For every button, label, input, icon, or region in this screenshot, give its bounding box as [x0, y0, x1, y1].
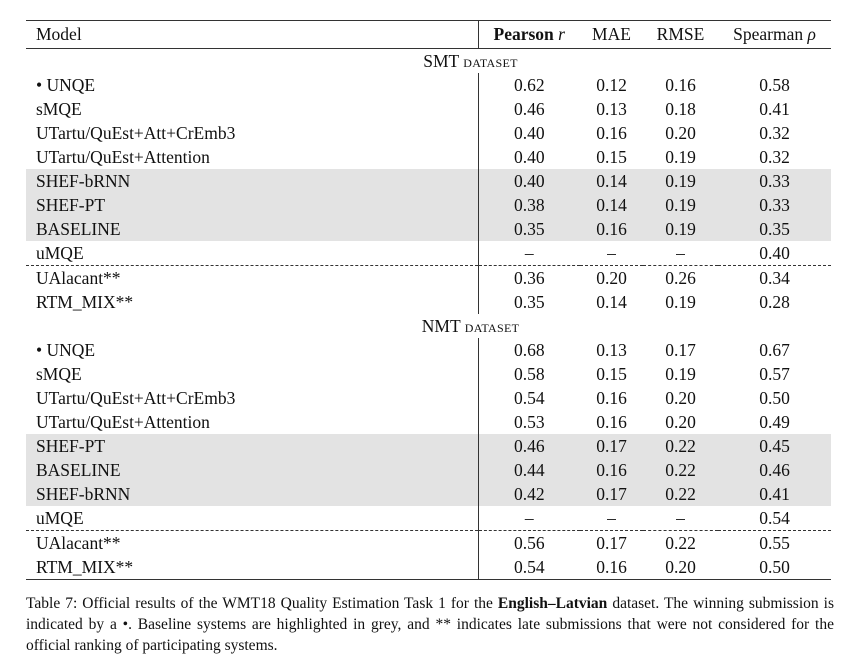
- cell-model: SHEF-bRNN: [26, 169, 478, 193]
- section-title-dataset: dataset: [463, 51, 518, 71]
- cell-spearman: 0.55: [759, 533, 790, 553]
- cell-model: BASELINE: [26, 217, 478, 241]
- cell-pearson: 0.36: [513, 268, 545, 288]
- cell-pearson: 0.35: [478, 217, 580, 241]
- cell-model: UTartu/QuEst+Att+CrEmb3: [26, 386, 478, 410]
- cell-pearson: 0.54: [513, 388, 545, 408]
- cell-rmse: 0.16: [665, 75, 696, 95]
- cell-spearman: 0.40: [718, 241, 831, 266]
- cell-rmse: 0.22: [643, 482, 718, 506]
- cell-model: UTartu/QuEst+Att+CrEmb3: [26, 121, 478, 145]
- cell-spearman: 0.28: [759, 292, 790, 312]
- cell-mae: 0.14: [580, 169, 643, 193]
- cell-rmse: 0.20: [643, 555, 718, 580]
- table-row: [26, 386, 831, 410]
- cell-rmse: –: [643, 241, 718, 266]
- cell-mae: 0.15: [596, 364, 627, 384]
- cell-model: SHEF-bRNN: [26, 482, 478, 506]
- cell-spearman: 0.33: [718, 193, 831, 217]
- header-spearman: [718, 21, 831, 49]
- cell-pearson: 0.40: [478, 169, 580, 193]
- cell-mae: 0.16: [596, 123, 627, 143]
- cell-spearman: 0.50: [759, 388, 790, 408]
- cell-mae: 0.15: [596, 147, 627, 167]
- cell-model: sMQE: [26, 362, 478, 386]
- cell-model: UAlacant**: [26, 531, 478, 556]
- cell-mae: 0.17: [596, 533, 627, 553]
- cell-pearson: 0.54: [478, 555, 580, 580]
- cell-mae: 0.12: [596, 75, 627, 95]
- caption-part1: Table 7: Official results of the WMT18 Quality Estimation Task 1 for the: [26, 595, 498, 612]
- cell-spearman: 0.32: [759, 147, 790, 167]
- table-row: [26, 338, 831, 362]
- cell-spearman: 0.58: [759, 75, 790, 95]
- header-spearman-label: Spearman: [733, 24, 804, 44]
- cell-pearson: 0.42: [478, 482, 580, 506]
- results-table-container: [26, 20, 831, 580]
- cell-model: SHEF-PT: [26, 434, 478, 458]
- table-row: [26, 362, 831, 386]
- cell-mae: –: [580, 241, 643, 266]
- caption-bold-dataset: English–Latvian: [497, 595, 608, 612]
- section-header-row: [26, 314, 831, 338]
- table-row: [26, 482, 831, 506]
- cell-pearson: 0.46: [513, 99, 545, 119]
- cell-rmse: 0.20: [665, 388, 696, 408]
- cell-spearman: 0.57: [759, 364, 790, 384]
- table-row: [26, 73, 831, 97]
- cell-rmse: 0.19: [665, 147, 696, 167]
- cell-model: SHEF-PT: [26, 193, 478, 217]
- table-row: [26, 145, 831, 169]
- header-mae: MAE: [592, 24, 631, 44]
- table-row: [26, 506, 831, 531]
- cell-spearman: 0.50: [718, 555, 831, 580]
- cell-model: UTartu/QuEst+Attention: [26, 410, 478, 434]
- cell-pearson: 0.35: [513, 292, 545, 312]
- table-row: [26, 434, 831, 458]
- cell-mae: 0.16: [596, 412, 627, 432]
- cell-model: RTM_MIX**: [26, 555, 478, 580]
- table-row: [26, 121, 831, 145]
- cell-pearson: –: [478, 506, 580, 531]
- cell-spearman: 0.41: [718, 482, 831, 506]
- cell-mae: 0.16: [580, 458, 643, 482]
- table-row: [26, 410, 831, 434]
- cell-model: uMQE: [26, 241, 478, 266]
- cell-rmse: 0.18: [665, 99, 696, 119]
- cell-mae: –: [580, 506, 643, 531]
- cell-mae: 0.17: [580, 434, 643, 458]
- table-row: [26, 241, 831, 266]
- cell-model: UAlacant**: [26, 266, 478, 291]
- cell-mae: 0.16: [596, 388, 627, 408]
- table-caption: [26, 593, 834, 656]
- section-title-dataset: dataset: [464, 316, 520, 336]
- cell-model: UTartu/QuEst+Attention: [26, 145, 478, 169]
- cell-spearman: 0.41: [759, 99, 790, 119]
- cell-pearson: 0.56: [513, 533, 545, 553]
- cell-pearson: 0.53: [513, 412, 545, 432]
- cell-model: • UNQE: [26, 73, 478, 97]
- table-row: [26, 169, 831, 193]
- cell-model: sMQE: [26, 97, 478, 121]
- table-row: [26, 555, 831, 580]
- cell-rmse: –: [643, 506, 718, 531]
- cell-rmse: 0.19: [643, 217, 718, 241]
- header-model: Model: [26, 21, 478, 49]
- cell-pearson: 0.62: [513, 75, 545, 95]
- section-header-row: [26, 49, 831, 74]
- section-title-main: NMT: [421, 316, 461, 336]
- caption-part2: dataset. The winning submission is indicated by a •. Baseline systems are highlighted in grey, and ** indicates late submissions that were not considered for the official ranking of participating systems.: [26, 595, 834, 654]
- cell-mae: 0.16: [580, 217, 643, 241]
- table-row: [26, 266, 831, 291]
- cell-pearson: 0.58: [513, 364, 545, 384]
- cell-spearman: 0.46: [718, 458, 831, 482]
- cell-rmse: 0.17: [665, 340, 696, 360]
- cell-spearman: 0.35: [718, 217, 831, 241]
- cell-model: BASELINE: [26, 458, 478, 482]
- cell-spearman: 0.32: [759, 123, 790, 143]
- cell-pearson: 0.68: [513, 340, 545, 360]
- header-pearson-var: r: [558, 24, 565, 44]
- cell-rmse: 0.26: [665, 268, 696, 288]
- cell-pearson: 0.46: [478, 434, 580, 458]
- cell-model: • UNQE: [26, 338, 478, 362]
- cell-pearson: –: [478, 241, 580, 266]
- cell-mae: 0.14: [580, 193, 643, 217]
- table-row: [26, 217, 831, 241]
- cell-mae: 0.16: [580, 555, 643, 580]
- header-rmse: RMSE: [656, 24, 705, 44]
- header-spearman-var: ρ: [807, 24, 816, 44]
- table-row: [26, 290, 831, 314]
- header-pearson: [478, 21, 580, 49]
- table-header: [26, 21, 831, 49]
- cell-spearman: 0.54: [718, 506, 831, 531]
- table-row: [26, 97, 831, 121]
- cell-spearman: 0.34: [759, 268, 790, 288]
- cell-spearman: 0.49: [759, 412, 790, 432]
- cell-mae: 0.14: [596, 292, 627, 312]
- cell-rmse: 0.19: [665, 292, 696, 312]
- cell-mae: 0.20: [596, 268, 627, 288]
- cell-rmse: 0.19: [643, 193, 718, 217]
- cell-mae: 0.13: [596, 99, 627, 119]
- cell-pearson: 0.44: [478, 458, 580, 482]
- results-table: [26, 20, 831, 580]
- table-body: [26, 49, 831, 580]
- cell-rmse: 0.22: [643, 434, 718, 458]
- cell-mae: 0.13: [596, 340, 627, 360]
- cell-pearson: 0.38: [478, 193, 580, 217]
- section-title-main: SMT: [423, 51, 459, 71]
- cell-spearman: 0.33: [718, 169, 831, 193]
- cell-pearson: 0.40: [513, 147, 545, 167]
- cell-rmse: 0.20: [665, 123, 696, 143]
- cell-rmse: 0.19: [665, 364, 696, 384]
- cell-rmse: 0.22: [643, 458, 718, 482]
- cell-model: RTM_MIX**: [26, 290, 478, 314]
- cell-rmse: 0.22: [665, 533, 696, 553]
- cell-spearman: 0.67: [759, 340, 790, 360]
- cell-rmse: 0.20: [665, 412, 696, 432]
- section-title: [26, 314, 831, 338]
- section-title: [26, 49, 831, 74]
- cell-rmse: 0.19: [643, 169, 718, 193]
- cell-pearson: 0.40: [513, 123, 545, 143]
- cell-model: uMQE: [26, 506, 478, 531]
- header-row: [26, 21, 831, 49]
- table-row: [26, 531, 831, 556]
- table-row: [26, 458, 831, 482]
- cell-spearman: 0.45: [718, 434, 831, 458]
- header-pearson-label: Pearson: [493, 24, 554, 44]
- cell-mae: 0.17: [580, 482, 643, 506]
- table-row: [26, 193, 831, 217]
